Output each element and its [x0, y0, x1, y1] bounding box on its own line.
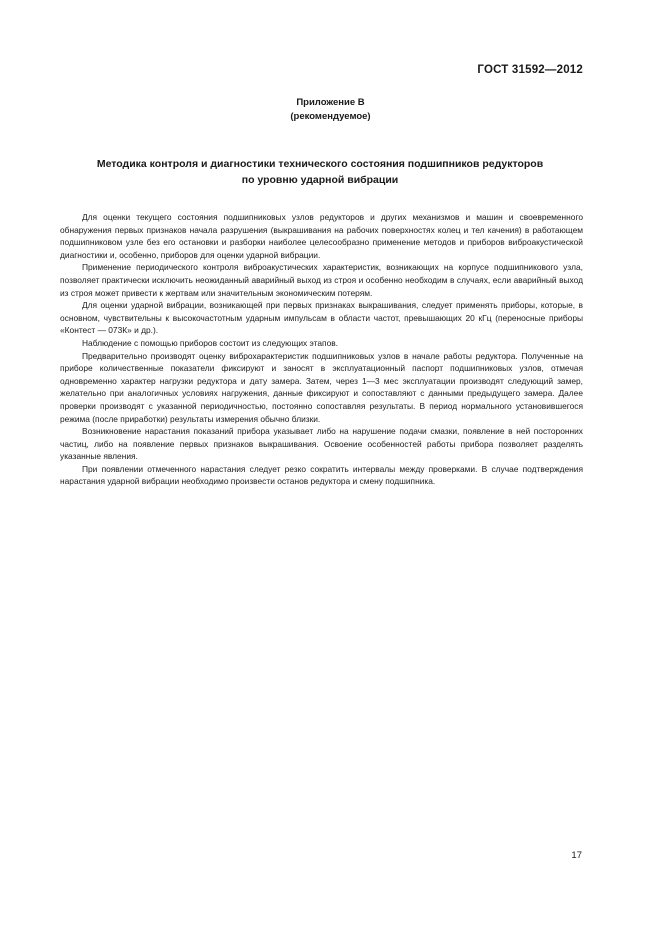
title-line-1: Методика контроля и диагностики технического состояния подшипников редукторов — [96, 158, 544, 170]
paragraph: Для оценки ударной вибрации, возникающей при первых признаках выкрашивания, следует применять приборы, которые, в основном, чувствительны к высокочастотным ударным импульсам в области частот, превышающих 20 кГц (переносные приборы «Контест — 073К» и др.). — [60, 300, 583, 336]
standard-code: ГОСТ 31592—2012 — [477, 64, 583, 76]
paragraph: Предварительно производят оценку виброхарактеристик подшипниковых узлов в начале работы редуктора. Полученные на приборе количественные показатели фиксируют и заносят в эксплуатационный паспорт подшипниковых узлов, отмечая одновременно характер нагрузки редуктора и дату замера. Затем, через 1—3 мес эксплуатации производят следующий замер, желательно при аналогичных условиях нагружения, данные фиксируют и сопоставляют с данными предыдущего замера. Далее проверки производят с указанной периодичностью, постоянно сопоставляя результаты. В период нормального установившегося режима (после приработки) результаты измерения обычно близки. — [60, 350, 583, 424]
appendix-heading — [0, 96, 661, 124]
paragraph: Возникновение нарастания показаний прибора указывает либо на нарушение подачи смазки, появление в ней посторонних частиц, либо на появление первых признаков выкрашивания. Освоение особенностей работы прибора позволяет разделять указанные явления. — [60, 426, 583, 462]
body-text — [60, 211, 583, 488]
paragraph: Для оценки текущего состояния подшипниковых узлов редукторов и других механизмов и машин и своевременного обнаружения первых признаков начала разрушения (выкрашивания на рабочих поверхностях колец и тел качения) в работающем подшипниковом узле без его остановки и разборки наиболее целесообразно применение методов и приборов виброакустической диагностики и, особенно, приборов для оценки ударной вибрации. — [60, 212, 583, 260]
paragraph: Применение периодического контроля виброакустических характеристик, возникающих на корпусе подшипникового узла, позволяет практически исключить неожиданный аварийный выход из строя и особенно необходим в случаях, если аварийный выход из строя может привести к жертвам или значительным экономическим потерям. — [60, 262, 583, 298]
paragraph: Наблюдение с помощью приборов состоит из следующих этапов. — [82, 337, 338, 348]
page-number: 17 — [571, 850, 582, 861]
title-line-2: по уровню ударной вибрации — [241, 174, 399, 186]
appendix-status: (рекомендуемое) — [290, 111, 371, 122]
document-title — [60, 156, 580, 188]
paragraph: При появлении отмеченного нарастания следует резко сократить интервалы между проверками. В случае подтверждения нарастания ударной вибрации необходимо произвести останов редуктора и смену подшипника. — [60, 463, 583, 487]
appendix-label: Приложение В — [296, 97, 365, 108]
